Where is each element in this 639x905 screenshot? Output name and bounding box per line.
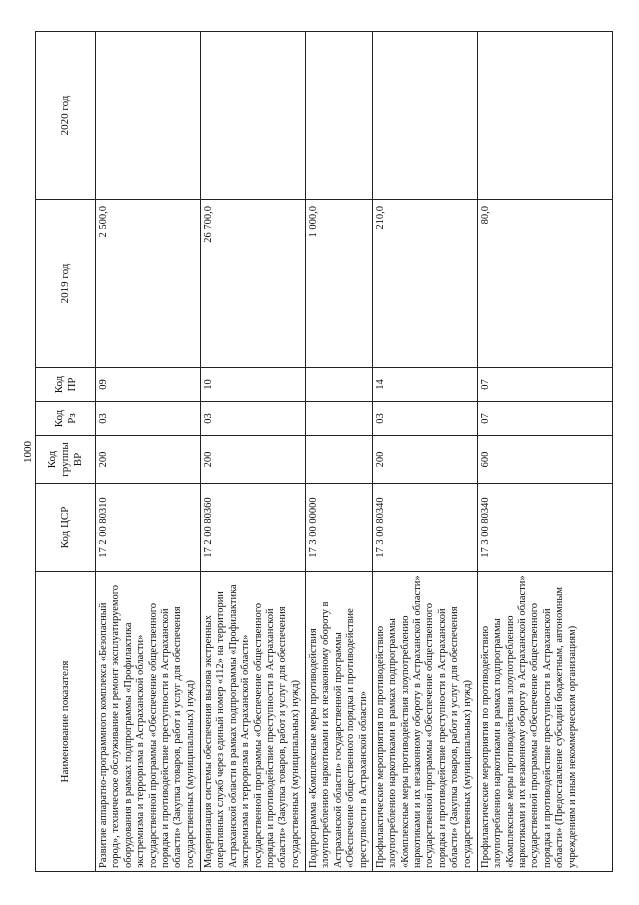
cell-csr: 17 3 00 80340 <box>372 484 477 572</box>
cell-vr: 200 <box>201 436 306 484</box>
cell-2020 <box>201 32 306 200</box>
rotated-table-container <box>35 32 605 872</box>
cell-2020 <box>372 32 477 200</box>
header-vr: Код группы ВР <box>36 436 96 484</box>
cell-rz: 03 <box>96 402 201 436</box>
cell-2019: 80,0 <box>477 200 612 368</box>
header-csr: Код ЦСР <box>36 484 96 572</box>
table-row <box>96 32 201 872</box>
cell-2019: 2 500,0 <box>96 200 201 368</box>
cell-rz: 07 <box>477 402 612 436</box>
cell-csr: 17 3 00 80340 <box>477 484 612 572</box>
cell-rz: 03 <box>201 402 306 436</box>
header-rz: Код Рз <box>36 402 96 436</box>
header-row <box>36 32 96 872</box>
cell-name: Профилактические мероприятия по противодействию злоупотреблению наркотиками в рамках подпрограммы «Комплексные меры противодействия злоупотреблению наркотиками и их незаконному обороту в Астраханской области» государственной программы «Обеспечение общественного порядка и противодействие преступности в Астраханской области» (Закупка товаров, работ и услуг для обеспечения государственных (муниципальных) нужд) <box>372 572 477 872</box>
cell-2020 <box>306 32 373 200</box>
table-row <box>372 32 477 872</box>
header-2020: 2020 год <box>36 32 96 200</box>
cell-pr: 09 <box>96 368 201 402</box>
cell-pr: 14 <box>372 368 477 402</box>
header-pr: Код ПР <box>36 368 96 402</box>
cell-csr: 17 2 00 80310 <box>96 484 201 572</box>
header-name: Наименование показателя <box>36 572 96 872</box>
table-row <box>201 32 306 872</box>
page-number: 1000 <box>22 441 34 463</box>
cell-name: Профилактические мероприятия по противодействию злоупотреблению наркотиками в рамках подпрограммы «Комплексные меры противодействия злоупотреблению наркотиками и их незаконному обороту в Астраханской области» государственной программы «Обеспечение общественного порядка и противодействие преступности в Астраханской области» (Предоставление субсидий бюджетным, автономным учреждениям и иным некоммерческим организациям) <box>477 572 612 872</box>
cell-vr <box>306 436 373 484</box>
cell-vr: 600 <box>477 436 612 484</box>
cell-2019: 26 700,0 <box>201 200 306 368</box>
table-row <box>477 32 612 872</box>
header-2019: 2019 год <box>36 200 96 368</box>
cell-vr: 200 <box>372 436 477 484</box>
cell-csr: 17 3 00 00000 <box>306 484 373 572</box>
cell-name: Подпрограмма «Комплексные меры противодействия злоупотреблению наркотиками и их незаконному обороту в Астраханской области» государственной программы «Обеспечение общественного порядка и противодействие преступности в Астраханской области» <box>306 572 373 872</box>
cell-rz: 03 <box>372 402 477 436</box>
cell-2019: 1 000,0 <box>306 200 373 368</box>
cell-pr <box>306 368 373 402</box>
cell-2019: 210,0 <box>372 200 477 368</box>
cell-name: Модернизация системы обеспечения вызова экстренных оперативных служб через единый номер «112» на территории Астраханской области в рамках подпрограммы «Профилактика экстремизма и терроризма в Астраханской области» государственной программы «Обеспечение общественного порядка и противодействие преступности в Астраханской области» (Закупка товаров, работ и услуг для обеспечения государственных (муниципальных) нужд) <box>201 572 306 872</box>
cell-vr: 200 <box>96 436 201 484</box>
budget-table <box>35 31 613 872</box>
cell-csr: 17 2 00 80360 <box>201 484 306 572</box>
table-row <box>306 32 373 872</box>
cell-2020 <box>477 32 612 200</box>
cell-2020 <box>96 32 201 200</box>
cell-pr: 07 <box>477 368 612 402</box>
cell-rz <box>306 402 373 436</box>
cell-pr: 10 <box>201 368 306 402</box>
cell-name: Развитие аппаратно-программного комплекса «Безопасный город», техническое обслуживание и ремонт эксплуатируемого оборудования в рамках подпрограммы «Профилактика экстремизма и терроризма в Астраханской области» государственной программы «Обеспечение общественного порядка и противодействие преступности в Астраханской области» (Закупка товаров, работ и услуг для обеспечения государственных (муниципальных) нужд) <box>96 572 201 872</box>
